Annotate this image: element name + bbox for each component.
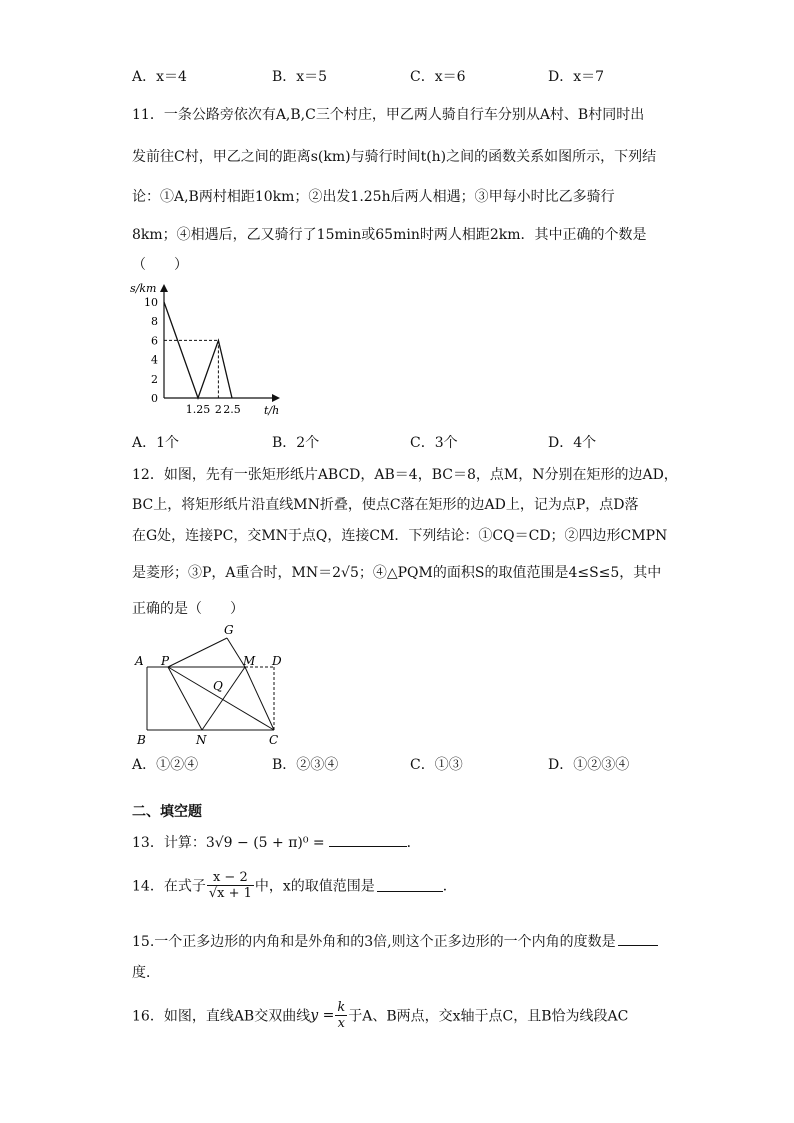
q14-suffix: ． <box>442 878 457 895</box>
y-axis-label: s/km <box>130 282 157 295</box>
q11-option-d: D．4个 <box>548 435 597 451</box>
x-tick-labels <box>186 403 241 416</box>
q11-line-2: 发前往C村，甲乙之间的距离s(km)与骑行时间t(h)之间的函数关系如图所示，下列结 <box>132 149 657 165</box>
y-tick-label: 4 <box>151 353 158 367</box>
q13-answer-blank <box>329 834 407 847</box>
q11-option-a: A．1个 <box>132 435 180 451</box>
q12-option-a: A．①②④ <box>132 757 199 773</box>
segment-pc <box>168 667 274 730</box>
q12-line-2: BC上，将矩形纸片沿直线MN折叠，使点C落在矩形的边AD上，记为点P，点D落 <box>132 497 639 513</box>
q15-line-1 <box>132 931 658 951</box>
q14-answer-blank <box>377 879 443 892</box>
y-tick-label: 6 <box>151 334 158 348</box>
q15-answer-blank <box>618 933 658 946</box>
x-axis-label: t/h <box>264 404 280 417</box>
y-tick-labels <box>144 296 158 405</box>
segment-pn <box>168 667 202 730</box>
q12-rectangle-fold-figure <box>130 620 290 750</box>
label-c: C <box>269 733 279 747</box>
q12-option-d: D．①②③④ <box>548 757 630 773</box>
y-tick-label: 10 <box>144 296 158 309</box>
q14 <box>132 870 457 901</box>
y-tick-label: 8 <box>151 315 158 329</box>
q12-line-5: 正确的是（ ） <box>132 601 244 617</box>
segment-mc <box>245 667 274 730</box>
y-tick-label: 0 <box>151 392 158 405</box>
x-tick-label: 2 <box>214 403 222 416</box>
q14-numerator: x − 2 <box>207 870 254 886</box>
q14-fraction <box>207 870 254 901</box>
q13-expression: 3√9 − (5 + π)⁰ = <box>205 835 325 851</box>
q11-line-1: 11．一条公路旁依次有A,B,C三个村庄，甲乙两人骑自行车分别从A村、B村同时出 <box>132 107 645 123</box>
q11-line-4: 8km；④相遇后，乙又骑行了15min或65min时两人相距2km．其中正确的个数是 <box>132 227 647 243</box>
q11-distance-time-chart <box>126 280 296 420</box>
q10-option-d: D．x＝7 <box>548 69 605 85</box>
q15-line-2: 度． <box>132 965 160 981</box>
q11-line-5: （ ） <box>132 257 188 273</box>
label-b: B <box>137 733 146 747</box>
q14-prefix: 14．在式子 <box>132 878 206 895</box>
x-axis-arrow <box>272 394 280 402</box>
segment-mn <box>202 667 245 730</box>
q16-fraction <box>335 1000 347 1031</box>
q16-suffix: 于A、B两点，交x轴于点C，且B恰为线段AC <box>348 1008 629 1025</box>
q13-prefix: 13．计算： <box>132 835 206 851</box>
label-n: N <box>196 733 207 747</box>
x-tick-label: 2.5 <box>223 403 241 416</box>
q10-option-b: B．x＝5 <box>272 69 328 85</box>
q16-numerator: k <box>337 1000 346 1015</box>
section-fill-in-title: 二、填空题 <box>132 804 202 820</box>
q16-lhs: y = <box>310 1007 335 1024</box>
dashed-guides <box>164 340 218 398</box>
q12-line-3: 在G处，连接PC，交MN于点Q，连接CM．下列结论：①CQ＝CD；②四边形CMPN <box>132 528 668 544</box>
q16 <box>132 1000 628 1031</box>
q12-option-b: B．②③④ <box>272 757 339 773</box>
label-q: Q <box>213 679 223 693</box>
q16-prefix: 16．如图，直线AB交双曲线 <box>132 1008 311 1025</box>
label-d: D <box>272 654 282 668</box>
q13 <box>132 832 421 852</box>
y-tick-label: 2 <box>151 372 158 386</box>
distance-line <box>164 302 232 398</box>
q15-text: 15.一个正多边形的内角和是外角和的3倍,则这个正多边形的一个内角的度数是 <box>132 934 616 950</box>
label-g: G <box>224 623 234 637</box>
q13-suffix: ． <box>406 835 421 851</box>
q12-line-1: 12．如图，先有一张矩形纸片ABCD，AB＝4，BC＝8，点M，N分别在矩形的边AD， <box>132 467 678 483</box>
y-axis-arrow <box>160 284 168 292</box>
label-p: P <box>161 654 170 668</box>
q16-denominator: x <box>337 1016 345 1031</box>
q11-option-b: B．2个 <box>272 435 320 451</box>
q11-line-3: 论：①A,B两村相距10km；②出发1.25h后两人相遇；③甲每小时比乙多骑行 <box>132 189 615 205</box>
q10-option-a: A．x＝4 <box>132 69 187 85</box>
label-a: A <box>135 654 144 668</box>
q12-option-c: C．①③ <box>410 757 463 773</box>
x-tick-label: 1.25 <box>185 403 211 416</box>
q12-line-4: 是菱形；③P，A重合时，MN＝2√5；④△PQM的面积S的取值范围是4≤S≤5，其中 <box>132 565 662 581</box>
q11-option-c: C．3个 <box>410 435 458 451</box>
q14-mid: 中，x的取值范围是 <box>254 878 375 895</box>
label-m: M <box>243 654 256 668</box>
q14-denominator: √x + 1 <box>208 886 252 901</box>
q10-option-c: C．x＝6 <box>410 69 466 85</box>
segment-pg <box>168 638 227 667</box>
